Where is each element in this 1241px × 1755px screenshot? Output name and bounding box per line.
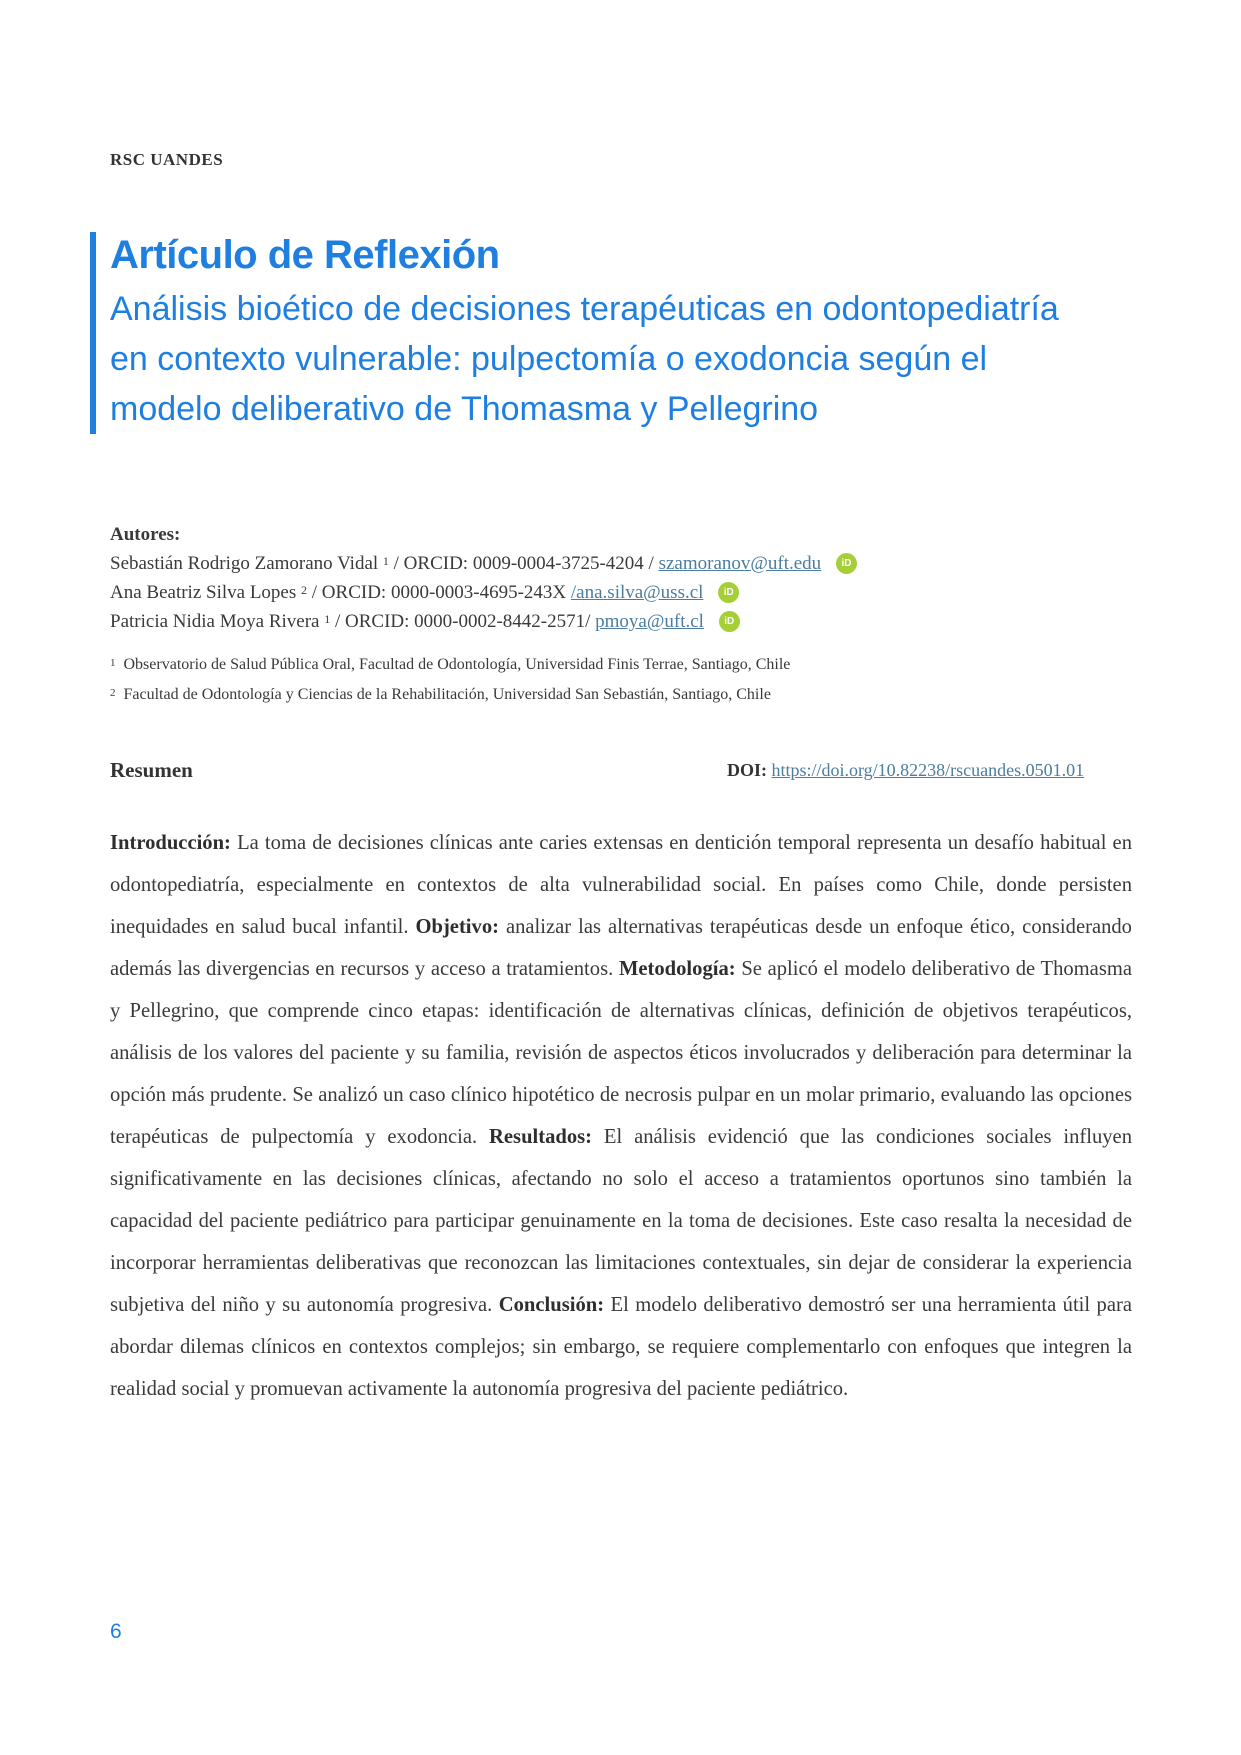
author-email-link[interactable]: /ana.silva@uss.cl [570,582,704,603]
doi-label: DOI: [727,760,767,780]
orcid-label: / ORCID: 0000-0003-4695-243X [311,582,567,603]
article-title: Análisis bioético de decisiones terapéuticas en odontopediatría en contexto vulnerable: pulpectomía o exodoncia según el modelo deliberativo de Thomasma y Pellegrino [110,290,1059,428]
authors-heading: Autores: [110,524,181,545]
metodologia-label: Metodología: [618,958,736,980]
author-name: Ana Beatriz Silva Lopes [110,582,297,603]
orcid-icon[interactable]: iD [718,582,739,603]
abstract-body [110,822,1132,1410]
page-number: 6 [110,1620,122,1643]
affiliation-marker: 1 [324,612,331,626]
authors-section [110,520,1110,636]
abstract-heading: Resumen [110,758,193,782]
author-email-link[interactable]: pmoya@uft.cl [595,611,704,632]
affiliation-text: Facultad de Odontología y Ciencias de la Rehabilitación, Universidad San Sebastián, Santiago, Chile [123,686,771,703]
author-name: Patricia Nidia Moya Rivera [110,611,320,632]
conclusion-label: Conclusión: [498,1294,605,1316]
orcid-label: / ORCID: 0009-0004-3725-4204 / [393,553,654,574]
conclusion-text: El modelo deliberativo demostró ser una herramienta útil para abordar dilemas clínicos en contextos complejos; sin embargo, se requiere complementarlo con enfoques que integren la realidad social y promuevan activamente la autonomía progresiva del paciente pediátrico. [110,1294,1132,1400]
resultados-text: El análisis evidenció que las condiciones sociales influyen significativamente en las decisiones clínicas, afectando no solo el acceso a tratamientos oportunos sino también la capacidad del paciente pediátrico para participar genuinamente en la toma de decisiones. Este caso resalta la necesidad de incorporar herramientas deliberativas que reconozcan las limitaciones contextuales, sin dejar de considerar la experiencia subjetiva del niño y su autonomía progresiva. [110,1126,1132,1316]
affiliation-number: 2 [110,687,116,699]
author-row [110,549,1110,578]
journal-name: RSC UANDES [110,150,224,169]
author-email-link[interactable]: szamoranov@uft.edu [658,553,822,574]
objetivo-text: analizar las alternativas terapéuticas desde un enfoque ético, considerando además las divergencias en recursos y acceso a tratamientos. [110,916,1132,980]
affiliation-item [110,650,1110,680]
resultados-label: Resultados: [489,1126,593,1148]
affiliation-marker: 2 [301,583,308,597]
orcid-icon[interactable]: iD [836,553,857,574]
doi-link[interactable]: https://doi.org/10.82238/rscuandes.0501.01 [771,760,1085,780]
author-row [110,578,1110,607]
affiliation-number: 1 [110,657,116,669]
section-type: Artículo de Reflexión [110,233,500,277]
orcid-icon[interactable]: iD [719,611,740,632]
affiliation-text: Observatorio de Salud Pública Oral, Facultad de Odontología, Universidad Finis Terrae, Santiago, Chile [123,656,791,673]
intro-text: La toma de decisiones clínicas ante caries extensas en dentición temporal representa un desafío habitual en odontopediatría, especialmente en contextos de alta vulnerabilidad social. En países como Chile, donde persisten inequidades en salud bucal infantil. [110,832,1132,938]
metodologia-text: Se aplicó el modelo deliberativo de Thomasma y Pellegrino, que comprende cinco etapas: identificación de alternativas clínicas, definición de objetivos terapéuticos, análisis de los valores del paciente y su familia, revisión de aspectos éticos involucrados y deliberación para determinar la opción más prudente. Se analizó un caso clínico hipotético de necrosis pulpar en un molar primario, evaluando las opciones terapéuticas de pulpectomía y exodoncia. [110,958,1132,1148]
affiliation-item [110,680,1110,710]
author-row [110,607,1110,636]
objetivo-label: Objetivo: [415,916,499,938]
orcid-label: / ORCID: 0000-0002-8442-2571/ [334,611,591,632]
author-name: Sebastián Rodrigo Zamorano Vidal [110,553,379,574]
intro-label: Introducción: [110,832,231,854]
affiliation-marker: 1 [382,554,389,568]
doi-line [727,760,1084,781]
affiliations-list [110,650,1110,710]
title-block [90,232,1070,434]
